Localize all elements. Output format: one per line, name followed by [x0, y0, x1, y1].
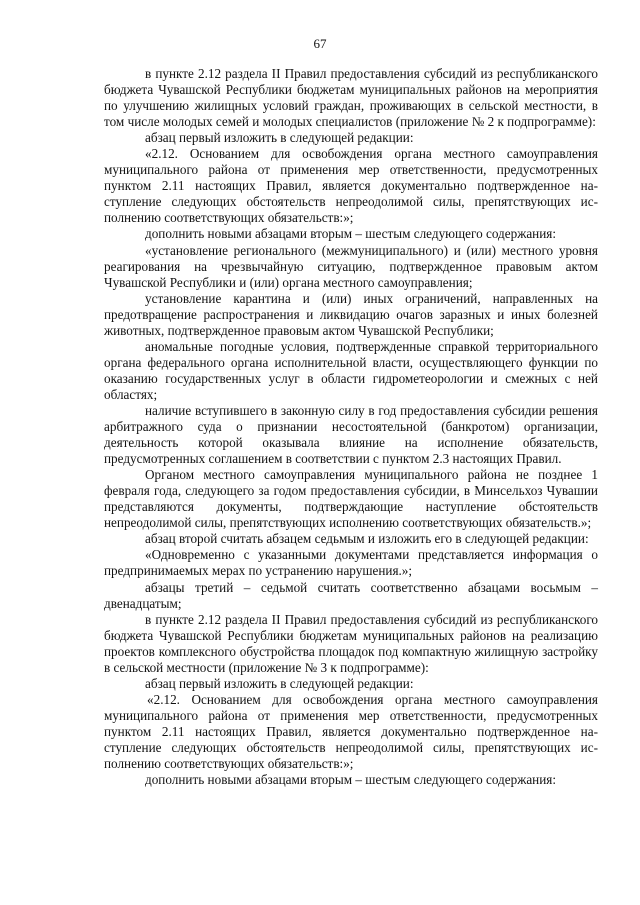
paragraph: в пункте 2.12 раздела II Правил предоставления субсидий из республиканского бюджета Чувашской Республики бюджетам муниципальных районов на реализацию проектов комплексного обустройства площадок под компактную жилищную застройку в сельской местности (приложение № 3 к подпрограмме):	[104, 611, 598, 675]
paragraph: абзац первый изложить в следующей редакции:	[145, 130, 414, 146]
paragraph: установление карантина и (или) иных ограничений, направленных на предотвращение распространения и ликвидацию очагов заразных и иных болезней животных, подтвержденное правовым актом Чувашской Республики;	[104, 290, 598, 338]
document-body	[104, 66, 598, 788]
paragraph: «2.12. Основанием для освобождения органа местного самоуправления муниципального района от применения мер ответственности, предусмотренных пунктом 2.11 настоящих Правил, является документально подтвержденное наступление следующих обстоятельств непреодолимой силы, препятствующих исполнению соответствующих обязательств:»;	[104, 691, 598, 772]
paragraph: абзац второй считать абзацем седьмым и изложить его в следующей редакции:	[145, 531, 589, 547]
paragraph: аномальные погодные условия, подтвержденные справкой территориального органа федерального органа исполнительной власти, осуществляющего функции по оказанию государственных услуг в области гидрометеорологии и смежных с ней областях;	[104, 338, 598, 402]
paragraph: дополнить новыми абзацами вторым – шестым следующего содержания:	[145, 226, 557, 242]
paragraph: дополнить новыми абзацами вторым – шестым следующего содержания:	[145, 772, 557, 788]
paragraph: «Одновременно с указанными документами представляется информация о предпринимаемых мерах по устранению нарушения.»;	[104, 547, 598, 579]
paragraph: «2.12. Основанием для освобождения органа местного самоуправления муниципального района от применения мер ответственности, предусмотренных пунктом 2.11 настоящих Правил, является документально подтвержденное наступление следующих обстоятельств непреодолимой силы, препятствующих исполнению соответствующих обязательств:»;	[104, 146, 598, 226]
paragraph: «установление регионального (межмуниципального) и (или) местного уровня реагирования на чрезвычайную ситуацию, подтвержденное правовым актом Чувашской Республики и (или) органа местного самоуправления;	[104, 242, 598, 290]
paragraph: наличие вступившего в законную силу в год предоставления субсидии решения арбитражного суда о признании несостоятельной (банкротом) организации, деятельность которой оказывала влияние на исполнение обязательств, предусмотренных соглашением в соответствии с пунктом 2.3 настоящих Правил.	[104, 402, 598, 467]
paragraph: Органом местного самоуправления муниципального района не позднее 1 февраля года, следующего за годом предоставления субсидии, в Минсельхоз Чувашии представляются документы, подтверждающие наступление обстоятельств непреодолимой силы, препятствующих исполнению соответствующих обязательств.»;	[104, 467, 598, 531]
paragraph: абзац первый изложить в следующей редакции:	[145, 675, 414, 691]
page-number: 67	[313, 36, 327, 51]
paragraph: в пункте 2.12 раздела II Правил предоставления субсидий из республиканского бюджета Чувашской Республики бюджетам муниципальных районов на мероприятия по улучшению жилищных условий граждан, проживающих в сельской местности, в том числе молодых семей и молодых специалистов (приложение № 2 к подпрограмме):	[104, 66, 598, 130]
paragraph: абзацы третий – седьмой считать соответственно абзацами восьмым – двенадцатым;	[104, 579, 598, 611]
